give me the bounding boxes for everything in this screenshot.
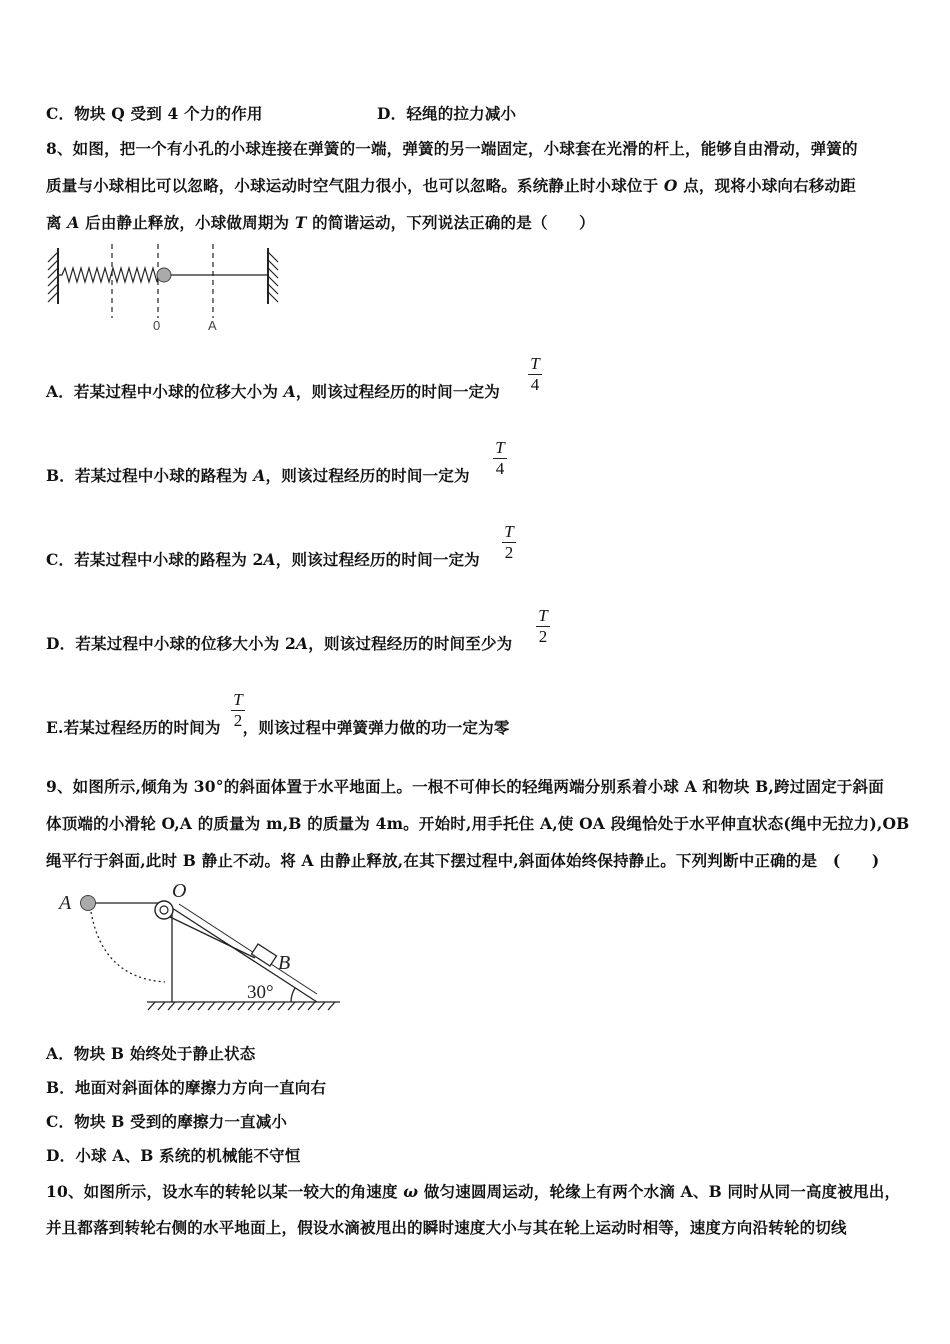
q10-stem-line-2: 并且都落到转轮右侧的水平地面上，假设水滴被甩出的瞬时速度大小与其在轮上运动时相等，速度方向沿转轮的切线 <box>46 1218 847 1237</box>
q8-option-b: B．若某过程中小球的路程为 A，则该过程经历的时间一定为 <box>46 466 470 485</box>
q9-ball-a <box>81 896 96 911</box>
q9-option-b: B．地面对斜面体的摩擦力方向一直向右 <box>46 1078 327 1097</box>
q9-label-angle: 30° <box>247 982 274 1003</box>
q8-label-a: A <box>208 318 217 333</box>
q8-option-e-fraction: T 2 <box>230 690 246 731</box>
q9-stem-line-2: 体顶端的小滑轮 O,A 的质量为 m,B 的质量为 4m。开始时,用手托住 A,使 OA 段绳恰处于水平伸直状态(绳中无拉力),OB <box>46 814 910 833</box>
q9-label-a: A <box>59 892 72 914</box>
option-d-prev: D．轻绳的拉力减小 <box>377 104 517 123</box>
q8-option-d-fraction: T 2 <box>535 606 551 647</box>
q9-label-b: B <box>278 952 291 974</box>
q9-stem-line-3: 绳平行于斜面,此时 B 静止不动。将 A 由静止释放,在其下摆过程中,斜面体始终保持静止。下列判断中正确的是 ( ) <box>46 851 880 870</box>
q8-option-b-fraction: T 4 <box>492 438 508 479</box>
q9-option-c: C．物块 B 受到的摩擦力一直减小 <box>46 1112 288 1131</box>
option-c-prev: C．物块 Q 受到 4 个力的作用 <box>46 104 263 123</box>
q10-stem-line-1: 10、如图所示，设水车的转轮以某一较大的角速度 ω 做匀速圆周运动，轮缘上有两个水滴 A、B 同时从同一高度被甩出， <box>46 1182 901 1201</box>
q8-stem-line-2: 质量与小球相比可以忽略，小球运动时空气阻力很小，也可以忽略。系统静止时小球位于 O 点，现将小球向右移动距 <box>46 176 856 195</box>
q8-option-a: A．若某过程中小球的位移大小为 A，则该过程经历的时间一定为 <box>46 382 500 401</box>
q8-option-c: C．若某过程中小球的路程为 2A，则该过程经历的时间一定为 <box>46 550 480 569</box>
q9-option-d: D．小球 A、B 系统的机械能不守恒 <box>46 1146 301 1165</box>
q8-option-d: D．若某过程中小球的位移大小为 2A，则该过程经历的时间至少为 <box>46 634 513 653</box>
q9-incline-figure <box>55 878 345 1018</box>
q9-option-a: A．物块 B 始终处于静止状态 <box>46 1044 256 1063</box>
q9-label-o: O <box>172 880 187 902</box>
q8-stem-line-3: 离 A 后由静止释放，小球做周期为 T 的简谐运动，下列说法正确的是（ ） <box>46 213 595 232</box>
q8-option-a-fraction: T 4 <box>527 354 543 395</box>
q8-label-o: 0 <box>153 318 161 333</box>
q8-ball <box>157 268 171 282</box>
q8-spring-figure <box>40 242 290 337</box>
q8-stem-line-1: 8、如图，把一个有小孔的小球连接在弹簧的一端，弹簧的另一端固定，小球套在光滑的杆上，能够自由滑动，弹簧的 <box>46 139 858 158</box>
q8-option-e: E.若某过程经历的时间为 ，则该过程中弹簧弹力做的功一定为零 <box>46 718 510 737</box>
q9-stem-line-1: 9、如图所示,倾角为 30°的斜面体置于水平地面上。一根不可伸长的轻绳两端分别系着小球 A 和物块 B,跨过固定于斜面 <box>46 777 884 796</box>
q8-option-c-fraction: T 2 <box>501 522 517 563</box>
